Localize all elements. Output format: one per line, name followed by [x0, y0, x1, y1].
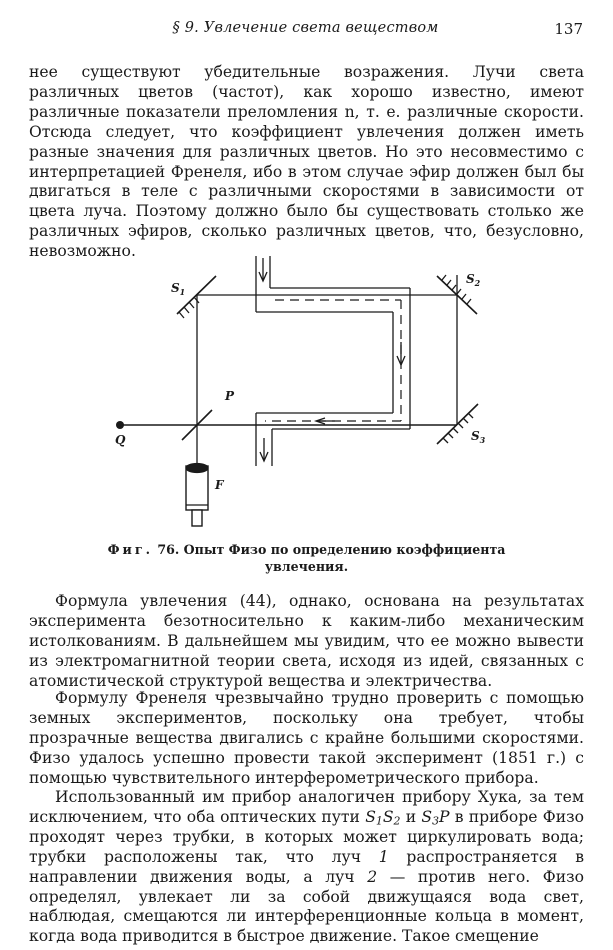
paragraph-2: Формула увлечения (44), однако, основана на результатах эксперимента безотносительно к каким-либо механическим истолкованиям. В дальнейшем мы увидим, что ее можно вывести из электромагнитной теории света, исходя из идей, связанных с атомистической структурой вещества и электричества.	[29, 592, 584, 690]
running-title: § 9. Увлечение света веществом	[172, 20, 439, 36]
flow-arrow-out	[260, 438, 268, 461]
water-tube-upper	[256, 256, 410, 429]
label-q: Q	[115, 433, 126, 447]
beam-1-ref: 1	[378, 847, 389, 866]
flow-arrow-bottom	[316, 418, 335, 424]
caption-prefix: Фиг.	[107, 542, 153, 557]
paragraph-3: Формулу Френеля чрезвычайно трудно проверить с помощью земных экспериментов, поскольку она требует, чтобы прозрачные вещества двигались с крайне большими скоростями. Физо удалось успешно провести такой эксперимент (1851 г.) с помощью чувствительного интерферометрического прибора.	[29, 689, 584, 787]
path-s3p: $S_3P$	[421, 807, 450, 828]
figure-caption	[80, 541, 533, 575]
path-s1s2: $S_1S_2$	[365, 807, 401, 828]
telescope-f	[186, 464, 208, 527]
label-p: P	[225, 389, 235, 403]
label-s3: $S_3$	[471, 429, 486, 445]
flow-arrow-right	[397, 342, 405, 365]
label-s2: $S_2$	[466, 272, 481, 288]
beam-2-ref: 2	[367, 867, 378, 886]
flow-arrow-in	[259, 258, 267, 281]
label-f: F	[215, 478, 224, 492]
running-header	[28, 20, 583, 44]
caption-text: 76. Опыт Физо по определению коэффициента увлечения.	[152, 542, 506, 574]
paragraph-1: нее существуют убедительные возражения. Лучи света различных цветов (частот), как хорошо известно, имеют различные показатели преломления n, т. е. различные скорости. Отсюда следует, что коэффициент увлечения должен иметь разные значения для различных цветов. Но это несовместимо с интерпретацией Френеля, ибо в этом случае эфир должен был бы двигаться в теле с различными скоростями в зависимости от цвета луча. Поэтому должно было бы существовать столько же различных эфиров, сколько различных цветов, что, безусловно, невозможно.	[29, 63, 584, 261]
paragraph-4: Использованный им прибор аналогичен прибору Хука, за тем исключением, что оба оптических пути $S_1S_2$ и $S_3P$ в приборе Физо проходят через трубки, в которых может циркулировать вода; трубки расположены так, что луч 1 распространяется в направлении движения воды, а луч 2 — против него. Физо определял, увлекает ли за собой движущаяся вода свет, наблюдая, смещаются ли интерференционные кольца в момент, когда вода приводится в быстрое движение. Такое смещение	[29, 788, 585, 946]
page-number: 137	[554, 20, 583, 38]
fizeau-apparatus-diagram	[0, 248, 613, 538]
beam-in-water	[265, 300, 401, 421]
label-s1: $S_1$	[171, 281, 186, 297]
source-point-q	[116, 421, 124, 429]
